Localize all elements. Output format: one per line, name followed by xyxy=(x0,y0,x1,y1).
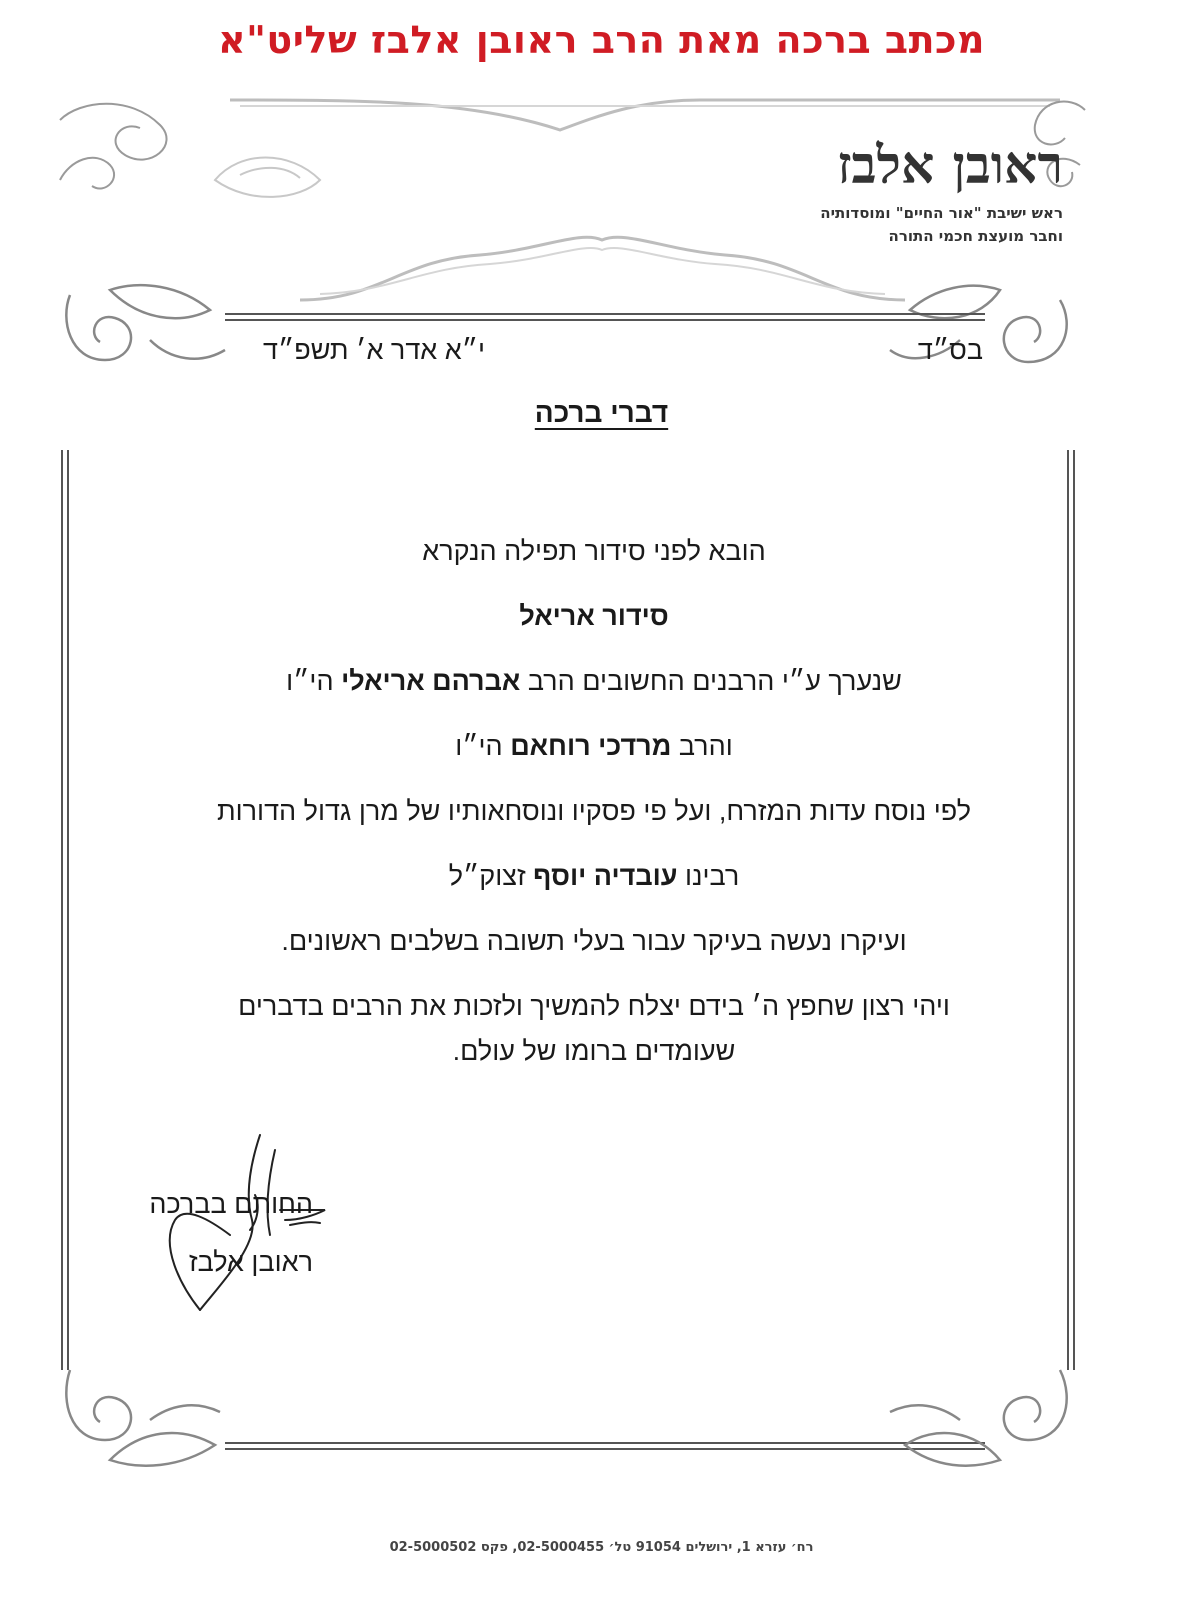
corner-flourish-mid-left xyxy=(66,285,225,360)
body-text-span: הי״ו xyxy=(286,666,342,696)
letterhead-line-2: וחבר מועצת חכמי התורה xyxy=(888,226,1063,245)
corner-flourish-top-left xyxy=(60,104,320,197)
editor-name-1: אברהם אריאלי xyxy=(341,666,521,696)
body-line: ועיקרו נעשה בעיקר עבור בעלי תשובה בשלבים ראשונים. xyxy=(281,926,907,956)
body-line-rabbi xyxy=(120,855,1068,920)
body-text-span: הי״ו xyxy=(455,731,511,761)
body-line-editors xyxy=(120,660,1068,725)
body-line: ויהי רצון שחפץ ה׳ בידם יצלח להמשיך ולזכות את הרבים בדברים xyxy=(238,991,950,1021)
letter-title: דברי ברכה xyxy=(534,397,669,428)
body-text-span: והרב xyxy=(671,731,733,761)
bsd-header: בס״ד xyxy=(917,335,983,365)
corner-flourish-bottom-right xyxy=(890,1370,1067,1466)
body-text-span: שנערך ע״י הרבנים החשובים הרב xyxy=(520,666,902,696)
body-line: לפי נוסח עדות המזרח, ועל פי פסקיו ונוסחאותיו של מרן גדול הדורות xyxy=(216,796,972,826)
letter-date: י״א אדר א׳ תשפ״ד xyxy=(263,335,485,365)
corner-flourish-bottom-left xyxy=(66,1370,220,1466)
siddur-name-text: סידור אריאל xyxy=(519,601,669,631)
siddur-name xyxy=(120,595,1068,660)
body-line-editor-2 xyxy=(120,725,1068,790)
rabbi-name: עובדיה יוסף xyxy=(533,861,678,891)
body-line: הובא לפני סידור תפילה הנקרא xyxy=(422,536,766,566)
letterhead-line-1: ראש ישיבת "אור החיים" ומוסדותיה xyxy=(820,204,1063,222)
editor-name-2: מרדכי רוחאם xyxy=(510,731,672,761)
body-text-span: רבינו xyxy=(677,861,740,891)
top-border-lines xyxy=(225,314,985,320)
body-line: שעומדים ברומו של עולם. xyxy=(452,1036,736,1066)
letter-body xyxy=(120,530,1068,1095)
letterhead xyxy=(820,135,1063,247)
bottom-border-lines xyxy=(225,1443,985,1449)
closing-block xyxy=(149,1175,313,1291)
footer-address: רח׳ עזרא 1, ירושלים 91054 טל׳ 02-5000455, פקס 02-5000502 xyxy=(389,1540,814,1555)
closing-line-1: החותם בברכה xyxy=(149,1189,313,1219)
body-text-span: זצוק״ל xyxy=(448,861,534,891)
page-heading: מכתב ברכה מאת הרב ראובן אלבז שליט"א xyxy=(217,18,986,62)
closing-signer-name: ראובן אלבז xyxy=(188,1247,313,1277)
letterhead-name: ראובן אלבז xyxy=(837,135,1063,196)
